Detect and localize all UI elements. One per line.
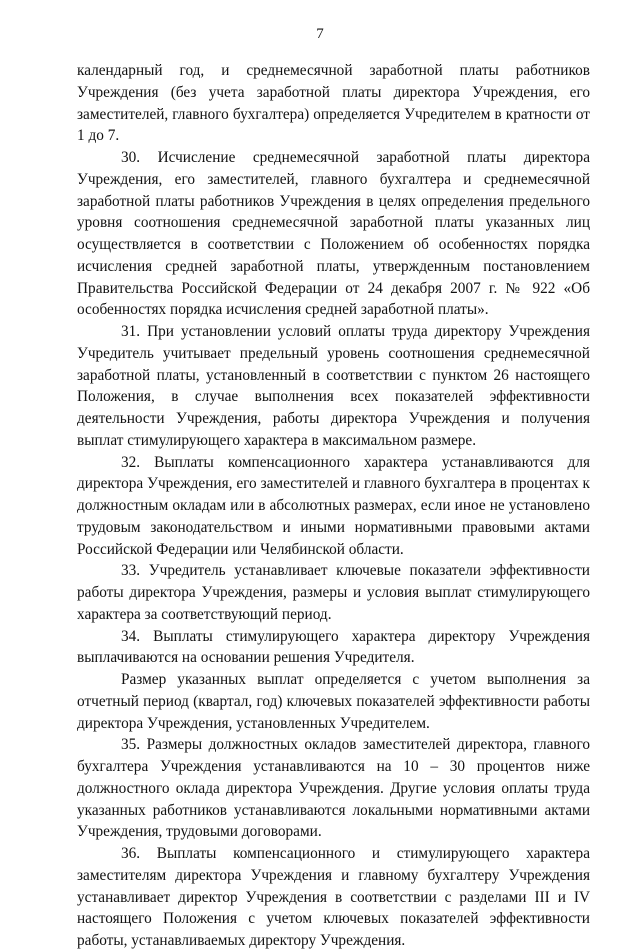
paragraph-34-detail: Размер указанных выплат определяется с учетом выполнения за отчетный период (квартал, год) ключевых показателей эффективности работы директора Учреждения, установленных Учредителем. [77, 671, 590, 732]
page-number: 7 [316, 26, 324, 42]
paragraph-34: 34. Выплаты стимулирующего характера директору Учреждения выплачиваются на основании решения Учредителя. [77, 627, 590, 667]
paragraph-36: 36. Выплаты компенсационного и стимулирующего характера заместителям директора Учреждения и главному бухгалтеру Учреждения устанавливает директор Учреждения в соответствии с разделами III и IV настоящего Положения с учетом ключевых показателей эффективности работы, устанавливаемых директору Учреждения. [77, 845, 590, 949]
paragraph-continuation: календарный год, и среднемесячной заработной платы работников Учреждения (без учета заработной платы директора Учреждения, его заместителей, главного бухгалтера) определяется Учредителем в кратности от 1 до 7. [77, 62, 590, 145]
paragraph-33: 33. Учредитель устанавливает ключевые показатели эффективности работы директора Учреждения, размеры и условия выплат стимулирующего характера за соответствующий период. [77, 562, 590, 623]
paragraph-30: 30. Исчисление среднемесячной заработной платы директора Учреждения, его заместителей, главного бухгалтера и среднемесячной заработной платы работников Учреждения в целях определения предельного уровня соотношения среднемесячной заработной платы указанных лиц осуществляется в соответствии с Положением об особенностях порядка исчисления средней заработной платы, утвержденным постановлением Правительства Российской Федерации от 24 декабря 2007 г. № 922 «Об особенностях порядка исчисления средней заработной платы». [77, 149, 590, 319]
paragraph-31: 31. При установлении условий оплаты труда директору Учреждения Учредитель учитывает предельный уровень соотношения среднемесячной заработной платы, установленный в соответствии с пунктом 26 настоящего Положения, в случае выполнения всех показателей эффективности деятельности Учреждения, работы директора Учреждения и получения выплат стимулирующего характера в максимальном размере. [77, 323, 590, 449]
document-body [77, 60, 590, 952]
paragraph-35: 35. Размеры должностных окладов заместителей директора, главного бухгалтера Учреждения устанавливаются на 10 – 30 процентов ниже должностного оклада директора Учреждения. Другие условия оплаты труда указанных работников устанавливаются локальными нормативными актами Учреждения, трудовыми договорами. [77, 736, 590, 841]
paragraph-32: 32. Выплаты компенсационного характера устанавливаются для директора Учреждения, его заместителей и главного бухгалтера в процентах к должностным окладам или в абсолютных размерах, если иное не установлено трудовым законодательством и иными нормативными правовыми актами Российской Федерации или Челябинской области. [77, 453, 590, 558]
